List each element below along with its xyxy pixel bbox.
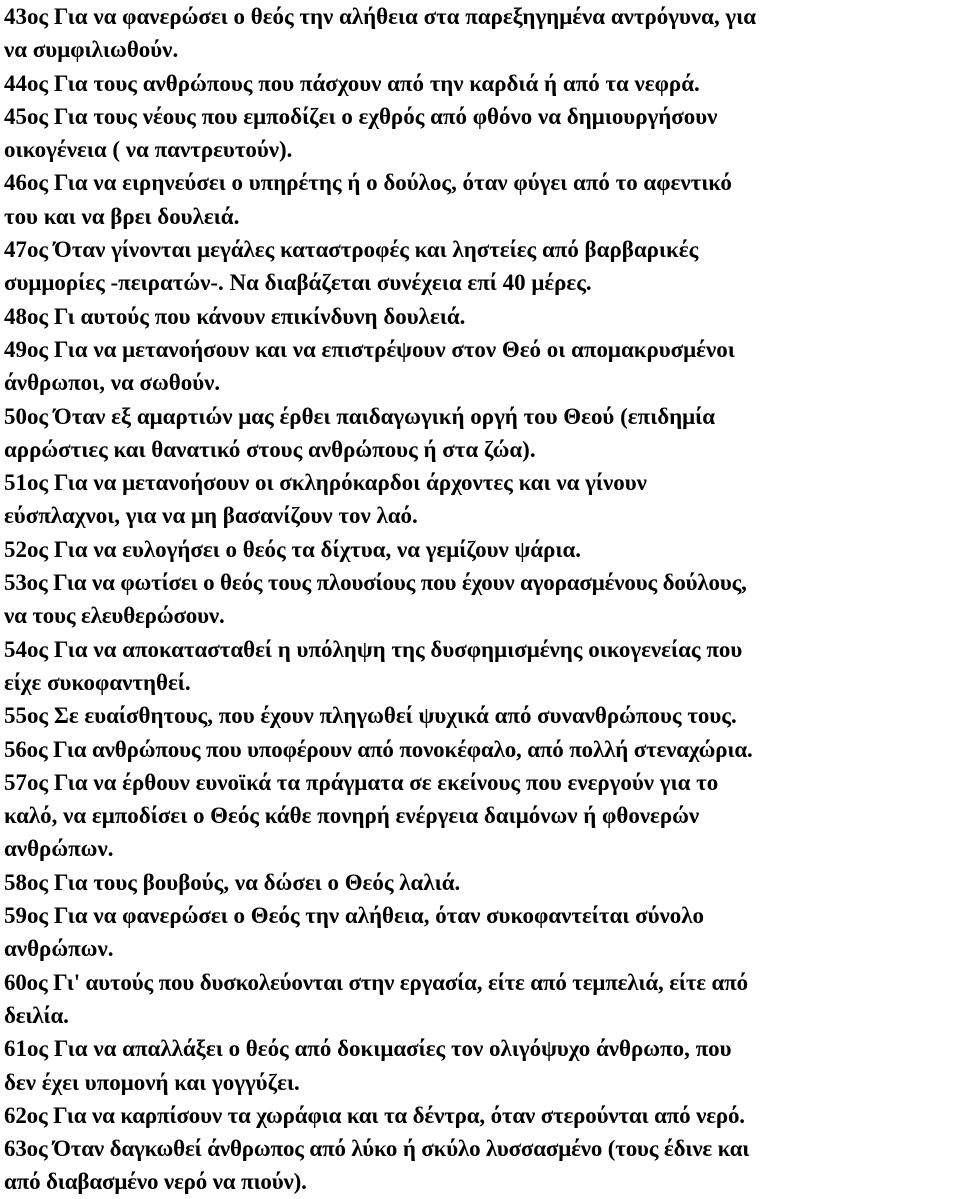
list-item-61 <box>4 1032 960 1099</box>
list-item-54 <box>4 633 960 700</box>
list-item-56 <box>4 733 960 766</box>
line: 59ος Για να φανερώσει ο Θεός την αλήθεια, όταν συκοφαντείται σύνολο <box>4 903 705 929</box>
line: εύσπλαχνοι, για να μη βασανίζουν τον λαό. <box>4 503 418 529</box>
line: να τους ελευθερώσουν. <box>4 603 225 629</box>
line: 45ος Για τους νέους που εμποδίζει ο εχθρός από φθόνο να δημιουργήσουν <box>4 103 718 129</box>
line: να συμφιλιωθούν. <box>4 37 179 63</box>
list-item-51 <box>4 466 960 533</box>
list-item-43 <box>4 0 960 67</box>
line: 44ος Για τους ανθρώπους που πάσχουν από την καρδιά ή από τα νεφρά. <box>4 70 700 96</box>
line: 48ος Γι αυτούς που κάνουν επικίνδυνη δουλειά. <box>4 303 466 329</box>
list-item-57 <box>4 766 960 866</box>
line: συμμορίες -πειρατών-. Να διαβάζεται συνέχεια επί 40 μέρες. <box>4 270 592 296</box>
line: 43ος Για να φανερώσει ο θεός την αλήθεια στα παρεξηγημένα αντρόγυνα, για <box>4 4 757 29</box>
line: 58ος Για τους βουβούς, να δώσει ο Θεός λαλιά. <box>4 869 461 895</box>
line: δειλία. <box>4 1002 69 1028</box>
line: 57ος Για να έρθουν ευνοϊκά τα πράγματα σε εκείνους που ενεργούν για το <box>4 769 719 795</box>
line: καλό, να εμποδίσει ο Θεός κάθε πονηρή ενέργεια δαιμόνων ή φθονερών <box>4 803 700 829</box>
line: άνθρωποι, να σωθούν. <box>4 370 221 396</box>
line: 60ος Γι' αυτούς που δυσκολεύονται στην εργασία, είτε από τεμπελιά, είτε από <box>4 969 748 995</box>
line: είχε συκοφαντηθεί. <box>4 669 191 695</box>
list-item-55 <box>4 699 960 732</box>
line: 62ος Για να καρπίσουν τα χωράφια και τα δέντρα, όταν στερούνται από νερό. <box>4 1102 745 1128</box>
line: 47ος Όταν γίνονται μεγάλες καταστροφές και ληστείες από βαρβαρικές <box>4 237 699 263</box>
list-item-62 <box>4 1099 960 1132</box>
list-item-49 <box>4 333 960 400</box>
list-item-48 <box>4 300 960 333</box>
line: 50ος Όταν εξ αμαρτιών μας έρθει παιδαγωγική οργή του Θεού (επιδημία <box>4 403 716 429</box>
line: οικογένεια ( να παντρευτούν). <box>4 137 293 163</box>
line: 52ος Για να ευλογήσει ο θεός τα δίχτυα, να γεμίζουν ψάρια. <box>4 536 582 562</box>
line: 54ος Για να αποκατασταθεί η υπόληψη της δυσφημισμένης οικογενείας που <box>4 636 743 662</box>
list-item-53 <box>4 566 960 633</box>
line: 46ος Για να ειρηνεύσει ο υπηρέτης ή ο δούλος, όταν φύγει από το αφεντικό <box>4 170 732 196</box>
list-item-50 <box>4 400 960 467</box>
line: 49ος Για να μετανοήσουν και να επιστρέψουν στον Θεό οι απομακρυσμένοι <box>4 336 735 362</box>
list-item-63 <box>4 1132 960 1199</box>
list-item-52 <box>4 533 960 566</box>
list-item-58 <box>4 866 960 899</box>
list-item-59 <box>4 899 960 966</box>
list-item-60 <box>4 966 960 1033</box>
list-item-44 <box>4 67 960 100</box>
line: 51ος Για να μετανοήσουν οι σκληρόκαρδοι άρχοντες και να γίνουν <box>4 470 647 496</box>
list-item-47 <box>4 233 960 300</box>
line: του και να βρει δουλειά. <box>4 203 240 229</box>
line: ανθρώπων. <box>4 936 114 962</box>
line: δεν έχει υπομονή και γογγύζει. <box>4 1069 300 1095</box>
line: 63ος Όταν δαγκωθεί άνθρωπος από λύκο ή σκύλο λυσσασμένο (τους έδινε και <box>4 1136 750 1162</box>
line: 55ος Σε ευαίσθητους, που έχουν πληγωθεί ψυχικά από συνανθρώπους τους. <box>4 703 737 729</box>
line: 53ος Για να φωτίσει ο θεός τους πλουσίους που έχουν αγορασμένους δούλους, <box>4 570 747 596</box>
line: από διαβασμένο νερό να πιούν). <box>4 1169 307 1195</box>
line: ανθρώπων. <box>4 836 114 862</box>
line: 56ος Για ανθρώπους που υποφέρουν από πονοκέφαλο, από πολλή στεναχώρια. <box>4 736 753 762</box>
list-item-45 <box>4 100 960 167</box>
line: 61ος Για να απαλλάξει ο θεός από δοκιμασίες τον ολιγόψυχο άνθρωπο, που <box>4 1036 732 1062</box>
line: αρρώστιες και θανατικό στους ανθρώπους ή στα ζώα). <box>4 436 536 462</box>
list-item-46 <box>4 166 960 233</box>
